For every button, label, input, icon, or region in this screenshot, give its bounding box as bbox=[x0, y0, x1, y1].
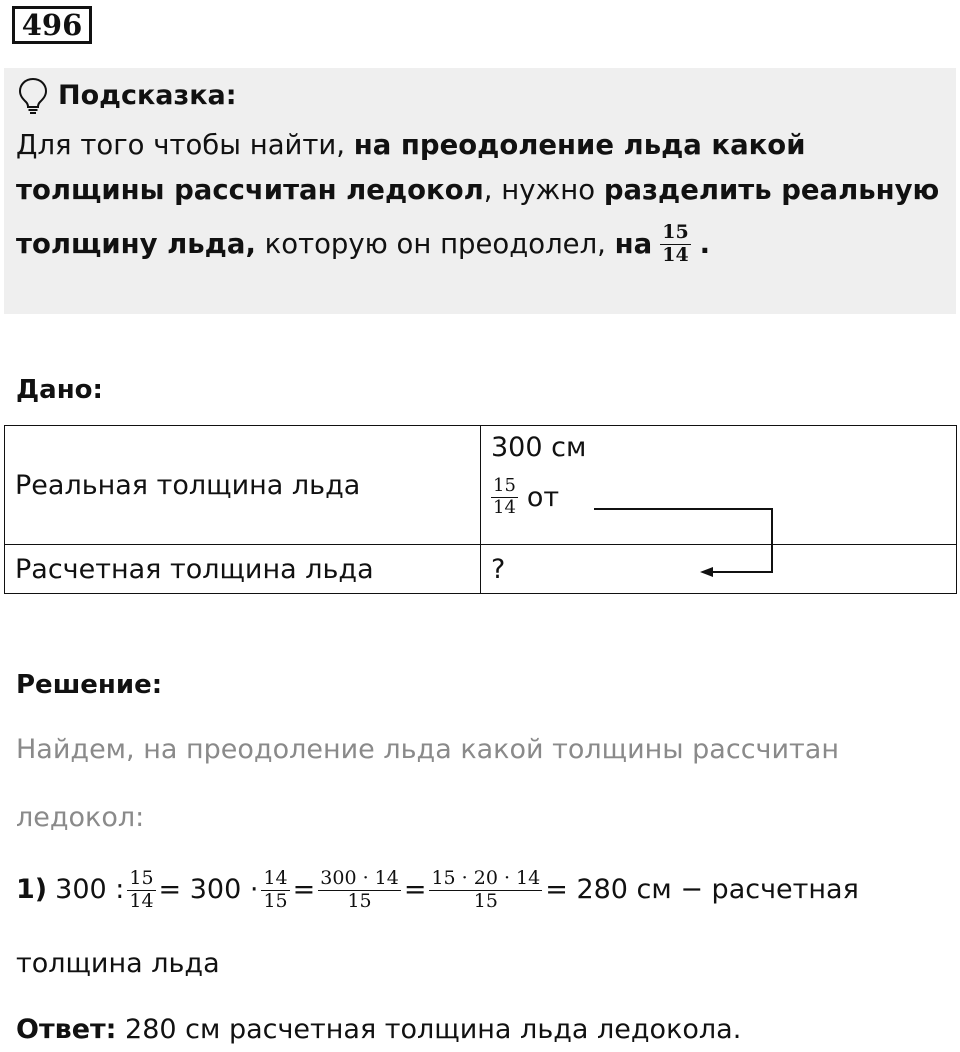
step-text: 300 : bbox=[55, 874, 125, 905]
hint-bold-text: разделить реальную bbox=[603, 174, 940, 206]
solution-step-1-line-2: толщина льда bbox=[16, 948, 220, 979]
row2-value: ? bbox=[481, 545, 957, 594]
row2-label: Расчетная толщина льда bbox=[5, 545, 481, 594]
step-text: = 280 см − расчетная bbox=[545, 874, 859, 905]
solution-step-1 bbox=[16, 858, 859, 922]
fraction-denominator: 15 bbox=[473, 889, 498, 912]
hint-bold-text: на преодоление льда какой bbox=[353, 129, 806, 161]
problem-number: 496 bbox=[12, 6, 92, 44]
step-text: = bbox=[292, 874, 316, 905]
answer-text: 280 см расчетная толщина льда ледокола. bbox=[116, 1014, 742, 1045]
fraction-numerator: 15 bbox=[493, 475, 516, 496]
hint-text: Для того чтобы найти, bbox=[16, 129, 354, 161]
step-fraction bbox=[318, 868, 401, 913]
hint-text: которую он преодолел, bbox=[255, 228, 615, 261]
fraction-numerator: 15 bbox=[662, 221, 689, 243]
step-label: 1) bbox=[16, 874, 48, 905]
fraction-numerator: 15 bbox=[129, 866, 154, 889]
row1-value: 300 см bbox=[491, 432, 587, 463]
hint-bold-text: толщины рассчитан ледокол bbox=[16, 174, 484, 206]
answer-label: Ответ: bbox=[16, 1014, 117, 1045]
step-text: = 300 · bbox=[158, 874, 259, 905]
given-heading: Дано: bbox=[16, 375, 103, 405]
solution-intro-line-2: ледокол: bbox=[16, 802, 145, 833]
row1-label: Реальная толщина льда bbox=[5, 426, 481, 545]
solution-heading: Решение: bbox=[16, 670, 163, 700]
solution-intro-line-1: Найдем, на преодоление льда какой толщины рассчитан bbox=[16, 734, 839, 765]
hint-bold-text: толщину льда, bbox=[16, 228, 256, 261]
answer-line bbox=[16, 1010, 741, 1050]
fraction-denominator: 14 bbox=[129, 889, 154, 912]
step-fraction bbox=[429, 868, 542, 913]
step-text: = bbox=[403, 874, 427, 905]
fraction-numerator: 14 bbox=[263, 866, 288, 889]
fraction-denominator: 15 bbox=[263, 889, 288, 912]
hint-text: , нужно bbox=[483, 174, 604, 206]
fraction-denominator: 14 bbox=[493, 496, 516, 518]
fraction-denominator: 15 bbox=[347, 889, 372, 912]
fraction-numerator: 300 · 14 bbox=[320, 866, 399, 889]
hint-title-text: Подсказка: bbox=[58, 80, 237, 111]
step-fraction bbox=[127, 868, 155, 913]
hint-period: . bbox=[699, 228, 711, 261]
fraction-denominator: 14 bbox=[662, 243, 689, 266]
step-fraction bbox=[261, 868, 289, 913]
row1-fraction-suffix: от bbox=[526, 481, 560, 513]
fraction-numerator: 15 · 20 · 14 bbox=[431, 866, 541, 889]
hint-bold-text: на bbox=[614, 228, 653, 261]
